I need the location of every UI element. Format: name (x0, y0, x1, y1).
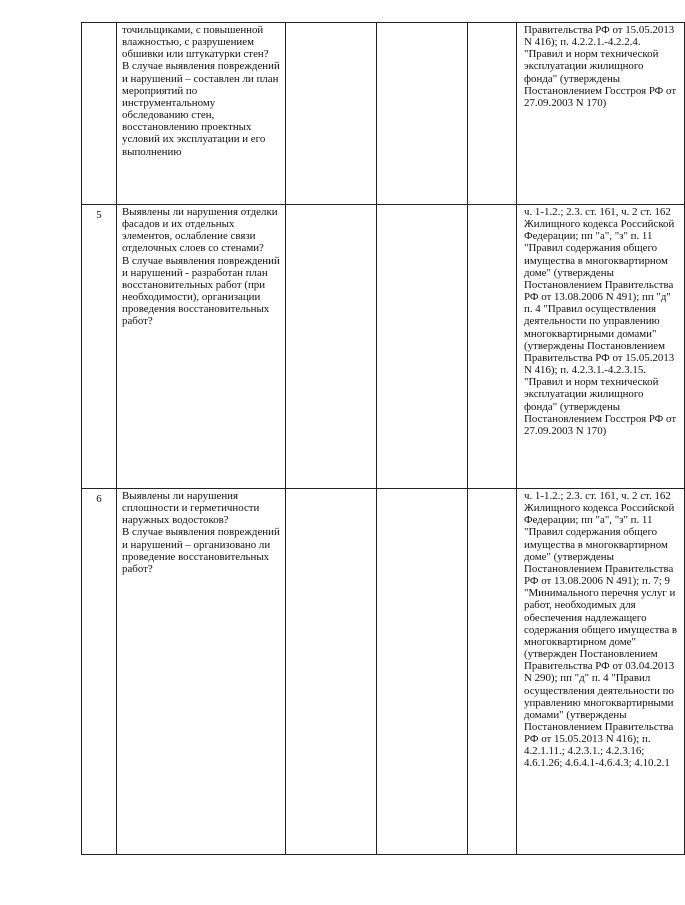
empty-cell (377, 205, 468, 489)
table-row (82, 489, 685, 855)
empty-cell (468, 23, 517, 205)
row-number: 6 (96, 493, 102, 505)
legal-reference-text: ч. 1-1.2.; 2.3. ст. 161, ч. 2 ст. 162 Жилищного кодекса Российской Федерации; пп "а", "з" п. 11 "Правил содержания общего имущества в многоквартирном доме" (утверждены Постановлением Правительства РФ от 13.08.2006 N 491); п. 7; 9 "Минимального перечня услуг и работ, необходимых для обеспечения надлежащего содержания общего имущества в многоквартирном доме" (утвержден Постановлением Правительства РФ от 03.04.2013 N 290); пп "д" п. 4 "Правил осуществления деятельности по управлению многоквартирными домами" (утверждены Постановлением Правительства РФ от 15.05.2013 N 416); п. 4.2.1.11.; 4.2.3.1.; 4.2.3.16; 4.6.1.26; 4.6.4.1-4.6.4.3; 4.10.2.1 (524, 490, 680, 770)
legal-reference-cell (517, 23, 685, 205)
table-row (82, 23, 685, 205)
legal-reference-text: ч. 1-1.2.; 2.3. ст. 161, ч. 2 ст. 162 Жилищного кодекса Российской Федерации; пп "а", "з" п. 11 "Правил содержания общего имущества в многоквартирном доме" (утверждены Постановлением Правительства РФ от 13.08.2006 N 491); пп "д" п. 4 "Правил осуществления деятельности по управлению многоквартирными домами" (утверждены Постановлением Правительства РФ от 15.05.2013 N 416); п. 4.2.3.1.-4.2.3.15. "Правил и норм технической эксплуатации жилищного фонда" (утверждены Постановлением Госстроя РФ от 27.09.2003 N 170) (524, 206, 679, 437)
legal-reference-cell (517, 205, 685, 489)
question-cell (117, 23, 286, 205)
legal-reference-cell (517, 489, 685, 855)
question-cell (117, 205, 286, 489)
question-text: точильщиками, с повышенной влажностью, с разрушением обшивки или штукатурки стен? В случае выявления повреждений и нарушений – составлен ли план мероприятий по инструментальному обследованию стен, восстановлению проектных условий их эксплуатации и его выполнению (122, 24, 280, 158)
row-number-cell (82, 205, 117, 489)
empty-cell (286, 489, 377, 855)
legal-reference-text: Правительства РФ от 15.05.2013 N 416); п. 4.2.2.1.-4.2.2.4. "Правил и норм технической эксплуатации жилищного фонда" (утверждены Постановлением Госстроя РФ от 27.09.2003 N 170) (524, 24, 679, 109)
document-page (81, 22, 680, 854)
empty-cell (377, 489, 468, 855)
row-number-cell (82, 489, 117, 855)
question-text: Выявлены ли нарушения отделки фасадов и их отдельных элементов, ослабление связи отделочных слоев со стенами? В случае выявления повреждений и нарушений - разработан план восстановительных работ (при необходимости), организации проведения восстановительных работ? (122, 206, 280, 328)
row-number (82, 23, 116, 27)
empty-cell (286, 23, 377, 205)
empty-cell (468, 489, 517, 855)
checklist-table (81, 22, 685, 855)
empty-cell (377, 23, 468, 205)
empty-cell (286, 205, 377, 489)
question-text: Выявлены ли нарушения сплошности и герметичности наружных водостоков? В случае выявления повреждений и нарушений – организовано ли проведение восстановительных работ? (122, 490, 280, 575)
question-cell (117, 489, 286, 855)
empty-cell (468, 205, 517, 489)
row-number: 5 (96, 209, 102, 221)
row-number-cell (82, 23, 117, 205)
table-row (82, 205, 685, 489)
